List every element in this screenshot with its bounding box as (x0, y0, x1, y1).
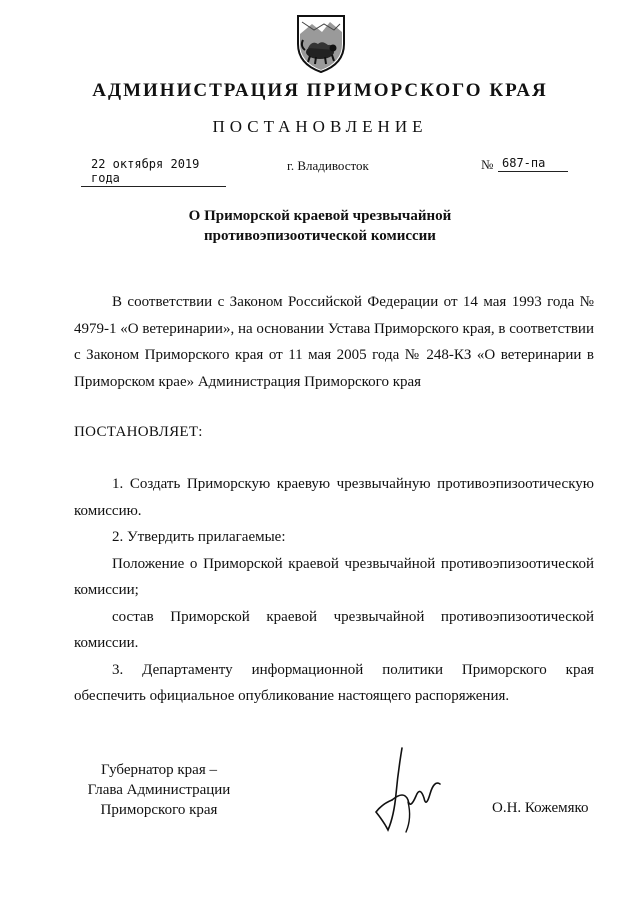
number-sign: № (481, 157, 494, 172)
item-2: 2. Утвердить прилагаемые: (112, 529, 286, 545)
item-2b-line-2: комиссии. (74, 635, 139, 651)
item-3-line-1: 3. Департаменту информационной политики Приморского края (112, 661, 594, 678)
item-2b-line-1: состав Приморской краевой чрезвычайной противоэпизоотической (112, 608, 594, 625)
signer-position-line-3: Приморского края (100, 802, 218, 818)
document-type: ПОСТАНОВЛЕНИЕ (212, 117, 428, 136)
signatory-name: О.Н. Кожемяко (492, 800, 589, 816)
item-2a: Положение о Приморской краевой чрезвычайной противоэпизоотической комиссии; (74, 555, 594, 598)
decree-word: ПОСТАНОВЛЯЕТ: (74, 424, 203, 440)
title-line-1: О Приморской краевой чрезвычайной (188, 208, 452, 224)
document-number: 687-па (498, 156, 568, 172)
item-1: 1. Создать Приморскую краевую чрезвычайную противоэпизоотическую комиссию. (74, 476, 594, 519)
document-city: г. Владивосток (287, 158, 369, 173)
preamble-paragraph: В соответствии с Законом Российской Федерации от 14 мая 1993 года № 4979-1 «О ветеринарии», на основании Устава Приморского края, в соответствии с Законом Приморского края от 11 мая 2005 года № 248-КЗ «О ветеринарии в Приморском крае» Администрация Приморского края (74, 294, 594, 390)
signer-position-line-1: Губернатор края – (101, 762, 217, 778)
item-3-line-2: обеспечить официальное опубликование настоящего распоряжения. (74, 688, 510, 704)
document-date: 22 октября 2019 года (81, 157, 226, 187)
signer-position (74, 760, 244, 820)
organization-name: АДМИНИСТРАЦИЯ ПРИМОРСКОГО КРАЯ (92, 80, 548, 101)
title-line-2: противоэпизоотической комиссии (204, 228, 436, 244)
preamble-block (74, 289, 594, 395)
coat-of-arms-icon (292, 12, 350, 74)
items-block (74, 471, 594, 710)
document-title (0, 206, 640, 246)
signer-position-line-2: Глава Администрации (87, 782, 231, 798)
signature-icon (368, 742, 450, 838)
